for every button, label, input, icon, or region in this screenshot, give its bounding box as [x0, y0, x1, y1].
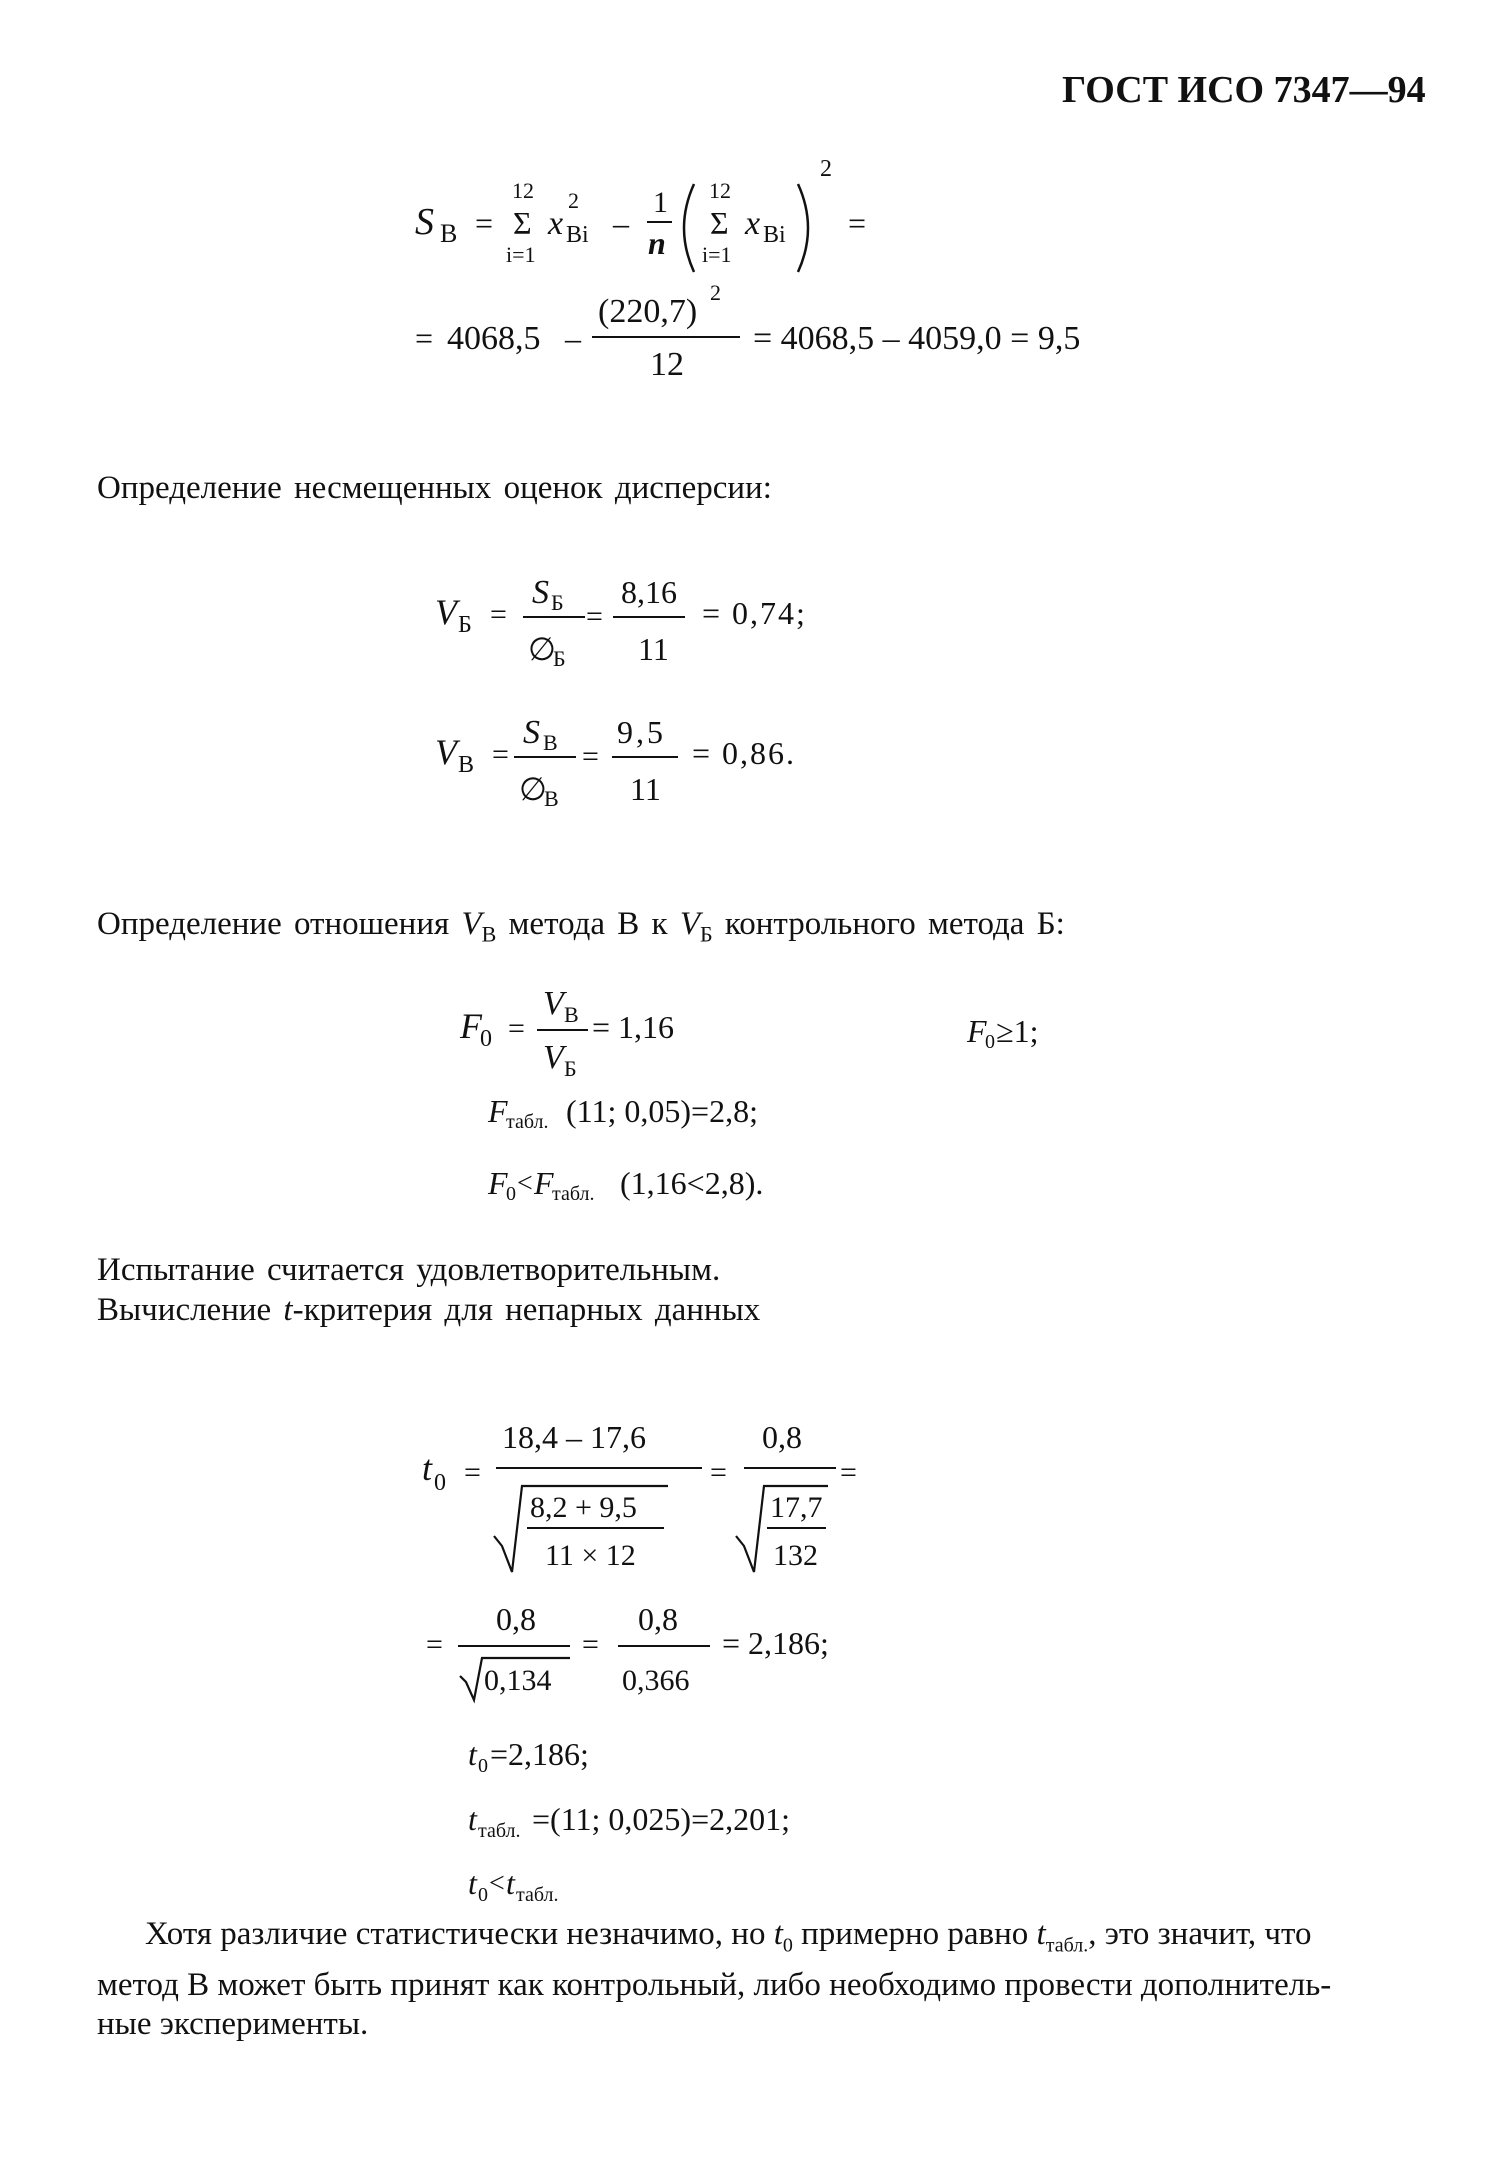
f0-cond-rest: ≥1; [996, 1013, 1039, 1049]
left-paren [684, 184, 694, 272]
document-header: ГОСТ ИСО 7347—94 [1062, 69, 1426, 111]
tcrit-prefix: Вычисление [97, 1292, 272, 1328]
vb1-den-sub: Б [553, 646, 566, 671]
t0-lhs-sub: 0 [434, 1470, 446, 1496]
t0-line-t: t [468, 1736, 477, 1772]
t0-root1-den: 11 × 12 [545, 1539, 636, 1572]
tcmp-t0: t [468, 1865, 477, 1901]
t0-num4: 0,8 [638, 1601, 678, 1637]
fcmp-rest: (1,16<2,8). [620, 1165, 764, 1201]
line2-frac-num: (220,7) [598, 293, 698, 330]
sb-lhs: S [415, 201, 434, 243]
t0-root3: 0,134 [484, 1664, 552, 1697]
final-t0-sub: 0 [782, 1934, 793, 1957]
ftab-rest: (11; 0,05)=2,8; [566, 1093, 758, 1129]
f0-cond-sub: 0 [985, 1031, 995, 1053]
tcmp-t-sub: табл. [516, 1884, 559, 1906]
vb1-result: = 0,74; [702, 595, 807, 631]
vb2-result: = 0,86. [692, 735, 797, 771]
line2-eq: = [415, 320, 434, 356]
sum2-x: x [745, 205, 761, 242]
sum1-bottom: i=1 [506, 242, 536, 267]
t0-num2: 0,8 [762, 1419, 802, 1455]
ratio-v1-sub: В [481, 921, 497, 947]
vb1-num2: 8,16 [621, 574, 677, 610]
t0-eq4: = [426, 1628, 443, 1661]
t0-line-sub: 0 [478, 1755, 488, 1777]
t0-lhs: t [422, 1448, 433, 1488]
vb2-num2: 9,5 [617, 714, 666, 750]
f0-den-sub: Б [564, 1056, 577, 1081]
t0-result: = 2,186; [722, 1625, 829, 1661]
t0-eq1: = [464, 1456, 481, 1489]
vb1-den2: 11 [638, 631, 669, 667]
sb-lhs-sub: В [440, 219, 458, 248]
sum1-top: 12 [512, 178, 534, 203]
final-t: t [1036, 1916, 1046, 1952]
t0-line-rest: =2,186; [490, 1736, 589, 1772]
tcmp-t0-sub: 0 [478, 1884, 488, 1906]
conclusion-satisfactory: Испытание считается удовлетворительным. [97, 1252, 721, 1288]
ttab-line-t: t [468, 1801, 477, 1837]
line2-minus: – [565, 320, 581, 356]
ftab-sub: табл. [506, 1111, 549, 1133]
vb1-den: ∅ [528, 631, 556, 667]
t0-num3: 0,8 [496, 1601, 536, 1637]
t0-eq3: = [840, 1456, 857, 1489]
f0-lhs: F [460, 1006, 482, 1046]
sum2-top: 12 [709, 178, 731, 203]
section-dispersion-heading: Определение несмещенных оценок дисперсии: [97, 470, 772, 506]
ttab-line-rest: =(11; 0,025)=2,201; [532, 1801, 790, 1837]
final-p3: , это значит, что [1088, 1916, 1312, 1952]
outer-sup: 2 [820, 156, 832, 182]
line2-frac-den: 12 [650, 346, 684, 383]
final-paragraph [97, 1915, 1397, 2044]
vb1-lhs-sub: Б [458, 612, 472, 638]
vb1-lhs: V [435, 592, 457, 632]
f0-num-sub: В [564, 1002, 579, 1027]
vb1-num-sub: Б [551, 590, 564, 615]
t0-den4: 0,366 [622, 1664, 690, 1697]
f0-eq: = [508, 1012, 525, 1045]
vb2-num: S [523, 714, 540, 751]
frac-1-den: n [648, 225, 666, 261]
final-p2: примерно равно [801, 1916, 1029, 1952]
f0-lhs-sub: 0 [480, 1026, 492, 1052]
t0-eq2: = [710, 1456, 727, 1489]
tcrit-t: t [283, 1292, 293, 1328]
sum2-sigma: Σ [710, 205, 729, 241]
ftab-F: F [488, 1093, 508, 1129]
vb2-lhs-sub: В [458, 752, 475, 778]
right-paren [798, 184, 808, 272]
sum1-sigma: Σ [513, 205, 532, 241]
t0-root1-num: 8,2 + 9,5 [530, 1491, 637, 1524]
f0-result: = 1,16 [592, 1009, 675, 1045]
vb1-eq: = [490, 598, 507, 631]
formula-variance-method [420, 700, 940, 820]
vb2-den: ∅ [519, 771, 547, 807]
sb-eq: = [475, 205, 494, 241]
formula-f-ratio [440, 980, 1100, 1220]
t0-num1: 18,4 – 17,6 [502, 1419, 646, 1455]
vb2-den-sub: В [544, 786, 559, 811]
t0-root2-num: 17,7 [770, 1491, 823, 1524]
formula-sum-of-squares [380, 150, 1180, 390]
vb2-eq2: = [582, 740, 599, 773]
final-p1: Хотя различие статистически незначимо, но [145, 1916, 766, 1952]
ratio-v1: V [461, 906, 482, 942]
final-line-2: метод В может быть принят как контрольный, либо необходимо провести дополнитель- [97, 1966, 1332, 2003]
vb2-lhs: V [435, 732, 457, 772]
sum1-x-sub: Вi [566, 222, 589, 248]
vb2-eq: = [492, 738, 509, 771]
vb2-num-sub: В [543, 730, 558, 755]
sb-minus: – [613, 205, 629, 241]
formula-variance-control [420, 560, 940, 680]
sum1-x-sup: 2 [568, 188, 579, 213]
f0-cond-F: F [967, 1013, 987, 1049]
f0-den: V [543, 1039, 564, 1076]
ratio-prefix: Определение отношения [97, 906, 450, 942]
fcmp-F0: F [488, 1165, 508, 1201]
section-ratio-heading [97, 904, 1065, 955]
tcrit-suffix: -критерия для непарных данных [292, 1292, 761, 1328]
tcmp-t: t [506, 1865, 515, 1901]
line2-frac-num-sup: 2 [710, 280, 721, 305]
formula-t-test [410, 1410, 910, 1930]
t0-eq5: = [582, 1628, 599, 1661]
final-line-1 [97, 1915, 1397, 1966]
sum2-bottom: i=1 [702, 242, 732, 267]
final-t-sub: табл. [1045, 1934, 1089, 1957]
ratio-v2: V [679, 906, 701, 942]
ratio-middle: метода В к [508, 906, 668, 942]
line2-value: 4068,5 [447, 320, 541, 357]
sum2-x-sub: Вi [763, 222, 786, 248]
ratio-v2-sub: Б [700, 921, 713, 947]
conclusion-t-criterion [97, 1290, 760, 1330]
frac-1-num: 1 [653, 186, 668, 219]
sum1-x: x [548, 205, 564, 242]
sb-trailing-eq: = [848, 205, 867, 241]
tcmp-lt: < [489, 1868, 505, 1899]
fcmp-lt: < [517, 1168, 533, 1199]
vb1-eq2: = [586, 600, 603, 633]
line2-result: = 4068,5 – 4059,0 = 9,5 [753, 320, 1081, 357]
t0-root2-den: 132 [773, 1539, 818, 1572]
ttab-line-sub: табл. [478, 1820, 521, 1842]
final-t0: t [773, 1916, 783, 1952]
ratio-suffix: контрольного метода Б: [724, 906, 1065, 942]
vb1-num: S [532, 574, 549, 611]
fcmp-F: F [534, 1165, 554, 1201]
f0-num: V [543, 985, 564, 1022]
final-line-3: ные эксперименты. [97, 2005, 369, 2042]
fcmp-F0-sub: 0 [506, 1183, 516, 1205]
vb2-den2: 11 [630, 771, 661, 807]
fcmp-F-sub: табл. [552, 1183, 595, 1205]
